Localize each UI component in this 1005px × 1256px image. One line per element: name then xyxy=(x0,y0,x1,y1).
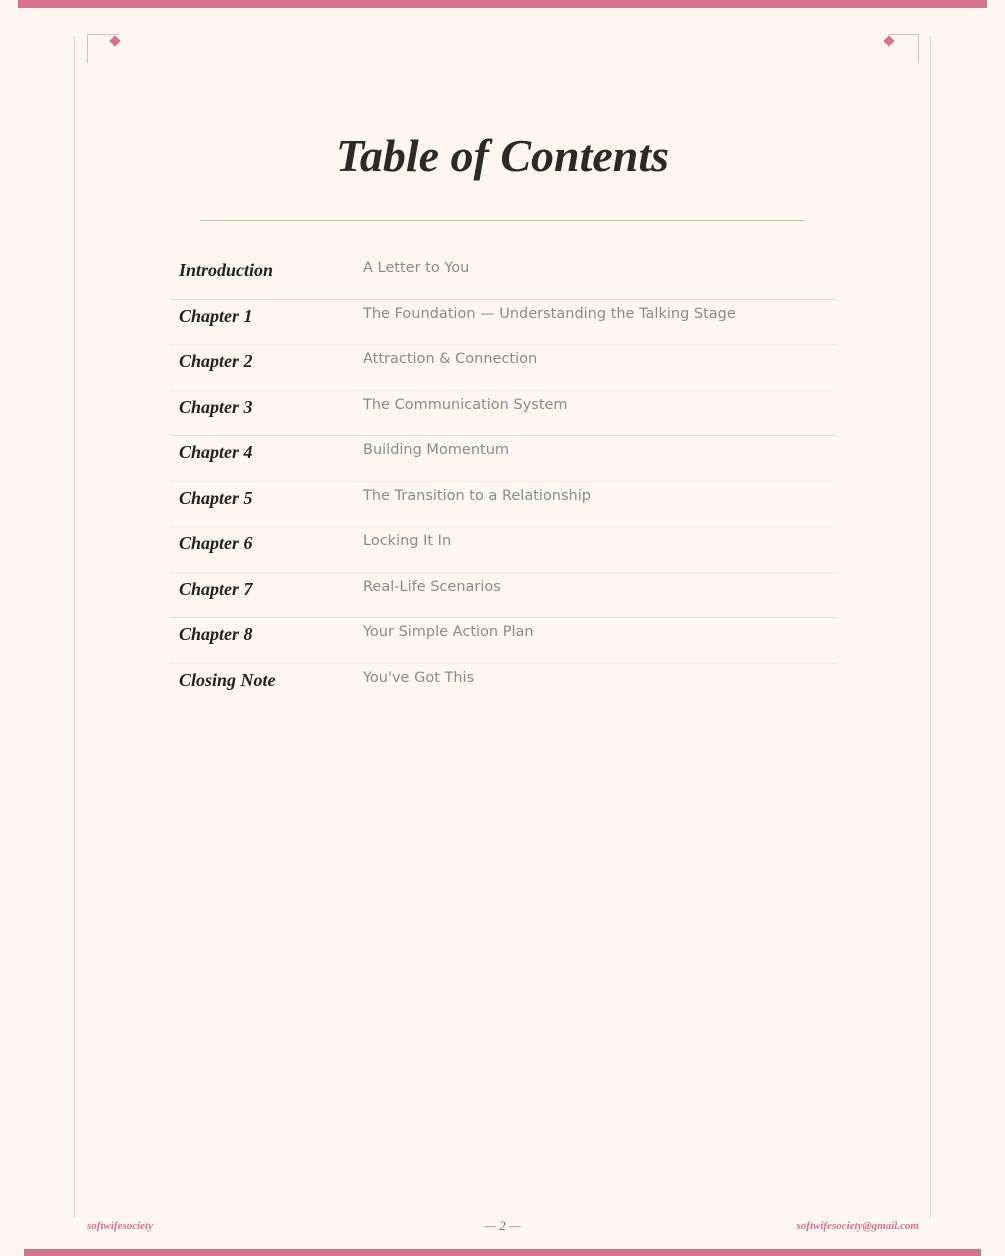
toc-title: A Letter to You xyxy=(363,260,470,276)
toc-label: Introduction xyxy=(179,260,274,280)
toc-label: Chapter 5 xyxy=(179,487,253,508)
bottom-accent-bar xyxy=(24,1249,981,1256)
toc-title: Building Momentum xyxy=(363,442,510,458)
toc-label: Chapter 2 xyxy=(179,351,253,371)
toc-row xyxy=(170,345,836,391)
footer-email: softwifesociety@gmail.com xyxy=(796,1220,919,1232)
page-number: — 2 — xyxy=(484,1218,521,1233)
toc-title: Real-Life Scenarios xyxy=(363,578,501,595)
toc-label: Chapter 4 xyxy=(179,442,253,462)
toc-title: Your Simple Action Plan xyxy=(363,624,534,640)
toc-row xyxy=(170,300,836,346)
toc-row xyxy=(170,618,836,664)
toc-title: You've Got This xyxy=(363,669,475,686)
footer-brand: softwifesociety xyxy=(87,1220,153,1232)
toc-row xyxy=(170,527,836,573)
toc-title: The Transition to a Relationship xyxy=(363,487,591,504)
toc-label: Chapter 1 xyxy=(179,305,253,326)
toc-title: The Foundation — Understanding the Talking Stage xyxy=(363,305,736,322)
page-title: Table of Contents xyxy=(335,130,670,181)
toc-title: Attraction & Connection xyxy=(363,351,538,367)
left-border-line xyxy=(74,36,75,1218)
toc-title: The Communication System xyxy=(363,396,568,413)
right-border-line xyxy=(930,36,931,1218)
toc-row xyxy=(170,482,836,528)
toc-title: Locking It In xyxy=(363,533,452,549)
title-divider xyxy=(200,220,805,221)
toc-label: Chapter 3 xyxy=(179,396,253,417)
toc-label: Chapter 6 xyxy=(179,533,253,553)
top-accent-bar xyxy=(18,0,987,8)
toc-row xyxy=(170,436,836,482)
toc-label: Chapter 8 xyxy=(179,624,253,644)
toc-label: Closing Note xyxy=(179,669,276,690)
toc-label: Chapter 7 xyxy=(179,578,253,599)
toc-row xyxy=(170,391,836,437)
toc-row xyxy=(170,573,836,619)
toc-list xyxy=(170,254,836,708)
toc-row xyxy=(170,664,836,709)
toc-row xyxy=(170,254,836,300)
